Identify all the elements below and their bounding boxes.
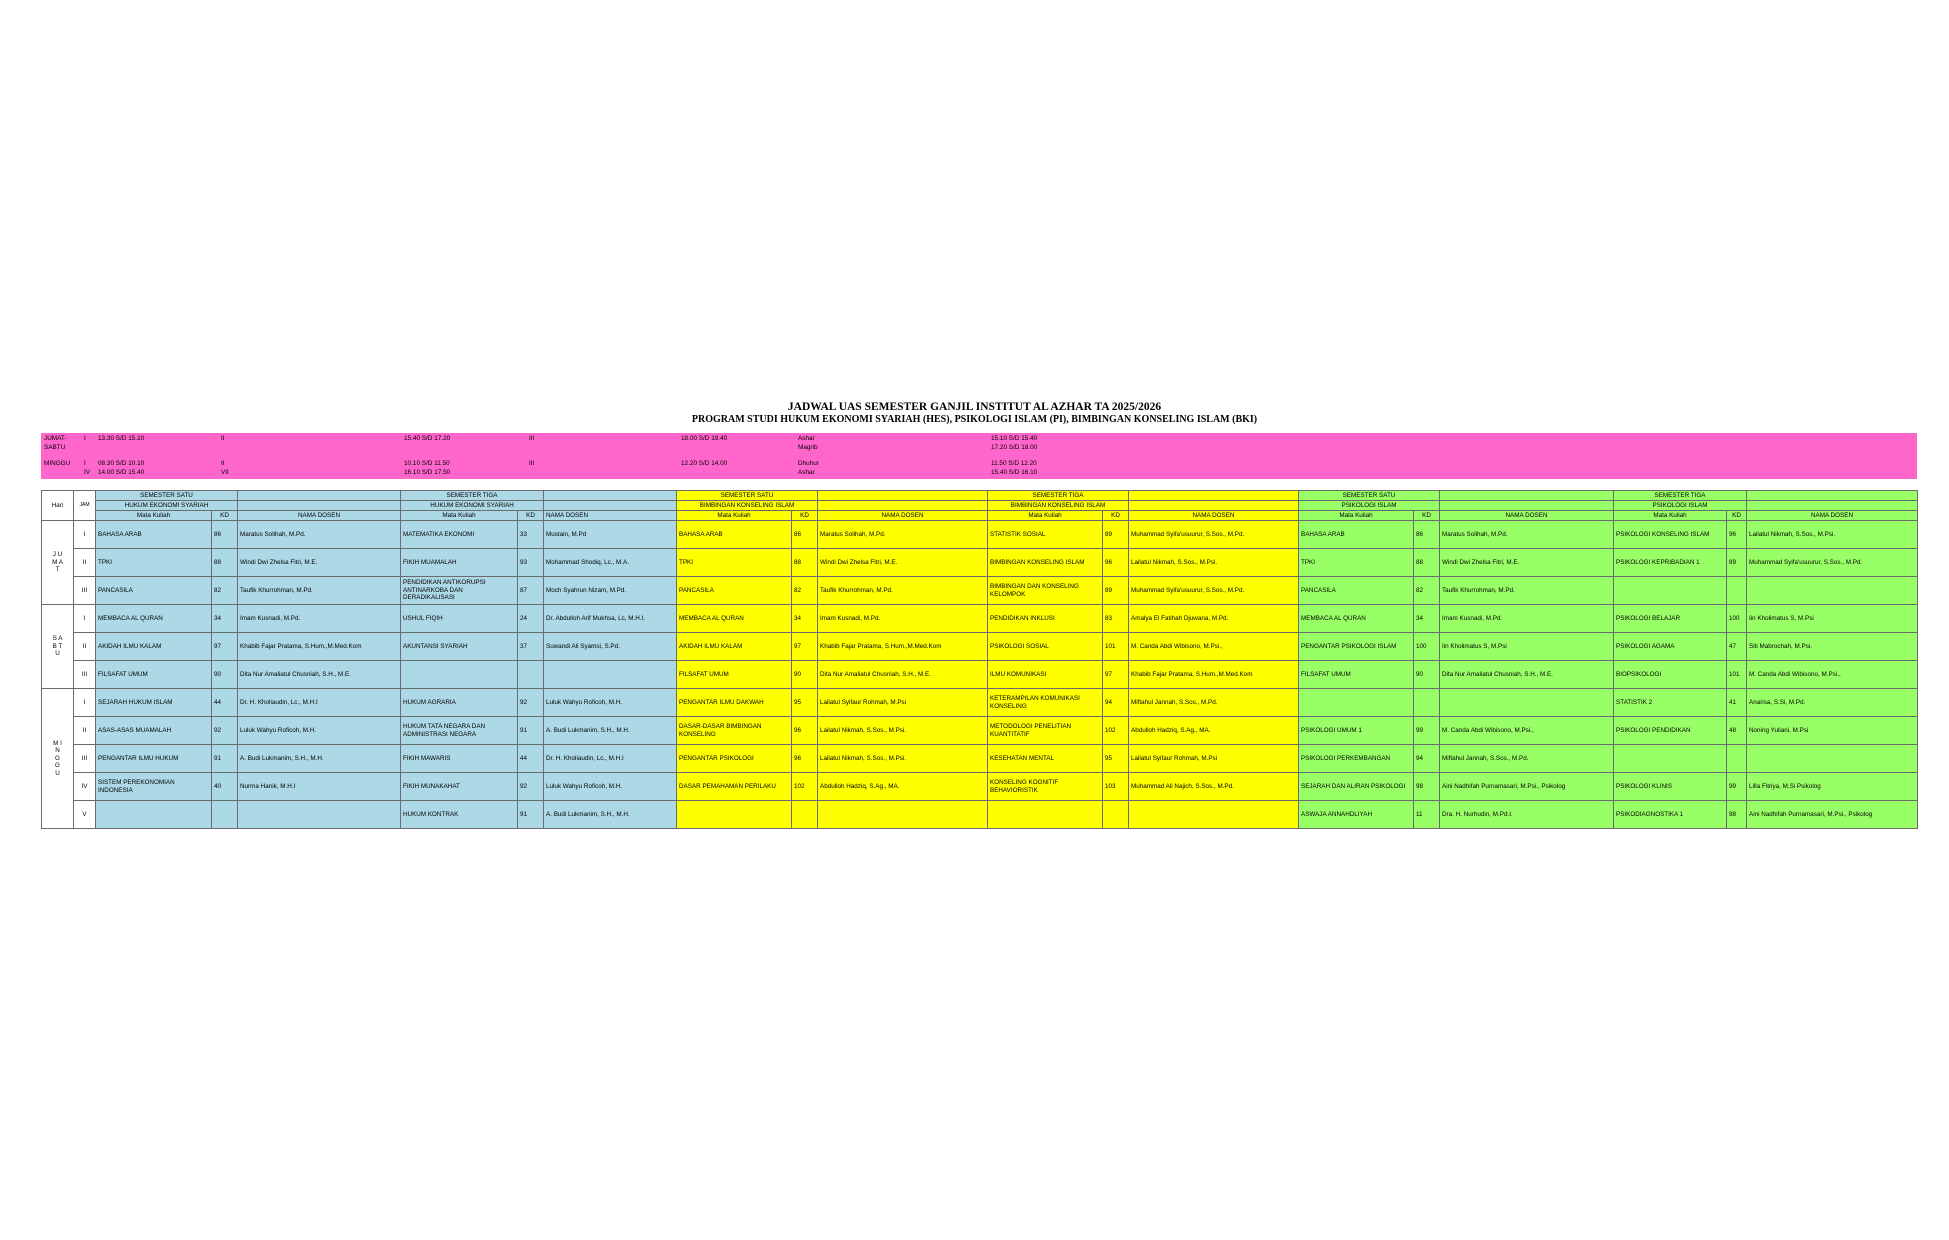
header-kd: KD xyxy=(518,511,544,521)
bki-sem1-kd: 96 xyxy=(792,717,818,745)
pi-sem3-kd: 98 xyxy=(1727,801,1747,829)
hes-sem1-kd: 92 xyxy=(212,717,238,745)
bki-sem1-lecturer: Khabib Fajar Pratama, S.Hum.,M.Med.Kom xyxy=(818,633,988,661)
hes-sem1-kd: 86 xyxy=(212,521,238,549)
pi-sem1-lecturer: Iin Kholimatus S, M.Psi xyxy=(1440,633,1614,661)
header-kd: KD xyxy=(1414,511,1440,521)
day-label: J U M A T xyxy=(42,521,74,605)
hes-sem1-course: PANCASILA xyxy=(96,577,212,605)
pi-sem3-lecturer xyxy=(1747,745,1918,773)
bki-sem3-kd: 94 xyxy=(1103,689,1129,717)
time-range: 08.30 S/D 10.10 xyxy=(98,460,145,467)
header-semester-tiga-bki: SEMESTER TIGA xyxy=(988,491,1129,501)
session-number: I xyxy=(74,689,96,717)
bki-sem1-lecturer: Maratus Solihah, M.Pd. xyxy=(818,521,988,549)
hes-sem3-lecturer: Moch Syahrun Nizam, M.Pd. xyxy=(544,577,677,605)
bki-sem3-kd: 97 xyxy=(1103,661,1129,689)
pi-sem1-lecturer: Miftahul Jannah, S.Sos., M.Pd. xyxy=(1440,745,1614,773)
hes-sem1-course: SEJARAH HUKUM ISLAM xyxy=(96,689,212,717)
bki-sem1-lecturer: Imam Kusnadi, M.Pd. xyxy=(818,605,988,633)
bki-sem1-kd: 34 xyxy=(792,605,818,633)
hes-sem1-lecturer: Nurma Hanik, M.H.I xyxy=(238,773,401,801)
header-nama-dosen: NAMA DOSEN xyxy=(1129,511,1299,521)
bki-sem3-kd: 83 xyxy=(1103,605,1129,633)
header-semester-tiga-pi: SEMESTER TIGA xyxy=(1614,491,1747,501)
pi-sem1-course: PENGANTAR PSIKOLOGI ISLAM xyxy=(1299,633,1414,661)
bki-sem1-kd xyxy=(792,801,818,829)
hes-sem3-course: AKUNTANSI SYARIAH xyxy=(401,633,518,661)
table-row xyxy=(42,773,1918,801)
time-range: 10.10 S/D 11.50 xyxy=(404,460,450,467)
hes-sem1-lecturer: Khabib Fajar Pratama, S.Hum.,M.Med.Kom xyxy=(238,633,401,661)
hes-sem3-course: HUKUM AGRARIA xyxy=(401,689,518,717)
time-session: I xyxy=(84,435,86,442)
pi-sem1-kd xyxy=(1414,689,1440,717)
hes-sem1-course: PENGANTAR ILMU HUKUM xyxy=(96,745,212,773)
session-number: II xyxy=(74,717,96,745)
hes-sem3-kd: 92 xyxy=(518,689,544,717)
hes-sem3-kd: 24 xyxy=(518,605,544,633)
bki-sem3-course: KESEHATAN MENTAL xyxy=(988,745,1103,773)
hes-sem1-kd: 34 xyxy=(212,605,238,633)
table-row xyxy=(42,605,1918,633)
session-number: II xyxy=(74,549,96,577)
pi-sem1-course: BAHASA ARAB xyxy=(1299,521,1414,549)
bki-sem1-lecturer: Windi Dwi Zhelsa Fitri, M.E. xyxy=(818,549,988,577)
bki-sem3-course: BIMBINGAN KONSELING ISLAM xyxy=(988,549,1103,577)
pi-sem3-course: BIOPSIKOLOGI xyxy=(1614,661,1727,689)
pi-sem1-lecturer: Imam Kusnadi, M.Pd. xyxy=(1440,605,1614,633)
header-nama-dosen: NAMA DOSEN xyxy=(238,511,401,521)
time-break: Magrib xyxy=(798,444,818,451)
header-semester-satu-pi: SEMESTER SATU xyxy=(1299,491,1440,501)
time-session: II xyxy=(221,460,225,467)
pi-sem1-kd: 98 xyxy=(1414,773,1440,801)
bki-sem1-course: DASAR PEMAHAMAN PERILAKU xyxy=(677,773,792,801)
table-row xyxy=(42,801,1918,829)
hes-sem3-course: PENDIDIKAN ANTIKORUPSI ANTINARKOBA DAN DERADIKALISASI xyxy=(401,577,518,605)
hes-sem3-course xyxy=(401,661,518,689)
header-nama-dosen: NAMA DOSEN xyxy=(544,511,677,521)
bki-sem3-course: KETERAMPILAN KOMUNIKASI KONSELING xyxy=(988,689,1103,717)
bki-sem3-kd: 95 xyxy=(1103,745,1129,773)
time-session: III xyxy=(529,435,535,442)
bki-sem1-course: AKIDAH ILMU KALAM xyxy=(677,633,792,661)
time-range: 16.10 S/D 17.50 xyxy=(404,469,451,476)
pi-sem1-lecturer: Aini Nadhifah Purnamasari, M.Psi., Psikolog xyxy=(1440,773,1614,801)
bki-sem3-lecturer: Khabib Fajar Pratama, S.Hum.,M.Med.Kom xyxy=(1129,661,1299,689)
pi-sem1-course: SEJARAH DAN ALIRAN PSIKOLOGI xyxy=(1299,773,1414,801)
bki-sem3-course: ILMU KOMUNIKASI xyxy=(988,661,1103,689)
pi-sem3-course xyxy=(1614,745,1727,773)
bki-sem1-kd: 96 xyxy=(792,745,818,773)
pi-sem1-kd: 82 xyxy=(1414,577,1440,605)
hes-sem1-lecturer: Imam Kusnadi, M.Pd. xyxy=(238,605,401,633)
pi-sem1-course: PANCASILA xyxy=(1299,577,1414,605)
time-range: 11.50 S/D 12.20 xyxy=(991,460,1037,467)
day-label: S A B T U xyxy=(42,605,74,689)
header-kd: KD xyxy=(792,511,818,521)
bki-sem3-kd: 101 xyxy=(1103,633,1129,661)
header-mata-kuliah: Mata Kuliah xyxy=(1299,511,1414,521)
session-number: III xyxy=(74,577,96,605)
session-number: I xyxy=(74,521,96,549)
pi-sem3-kd: 99 xyxy=(1727,773,1747,801)
pi-sem3-lecturer: Aini Nadhifah Purnamasari, M.Psi., Psikolog xyxy=(1747,801,1918,829)
bki-sem3-course xyxy=(988,801,1103,829)
time-range: 18.00 S/D 19.40 xyxy=(681,435,728,442)
pi-sem3-lecturer: Anarisa, S.Si, M.Pd. xyxy=(1747,689,1918,717)
header-mata-kuliah: Mata Kuliah xyxy=(96,511,212,521)
session-number: IV xyxy=(74,773,96,801)
pi-sem1-lecturer xyxy=(1440,689,1614,717)
time-session: II xyxy=(221,435,225,442)
header-nama-dosen: NAMA DOSEN xyxy=(1440,511,1614,521)
session-number: III xyxy=(74,745,96,773)
hes-sem1-kd: 97 xyxy=(212,633,238,661)
bki-sem1-course: DASAR-DASAR BIMBINGAN KONSELING xyxy=(677,717,792,745)
bki-sem3-lecturer: Abdulloh Hadziq, S.Ag., MA. xyxy=(1129,717,1299,745)
hes-sem1-kd: 82 xyxy=(212,577,238,605)
header-hari: Hari xyxy=(42,491,74,521)
bki-sem3-course: STATISTIK SOSIAL xyxy=(988,521,1103,549)
hes-sem3-lecturer: Dr. H. Kholiaudin, Lc., M.H.I xyxy=(544,745,677,773)
pi-sem1-course: TPKI xyxy=(1299,549,1414,577)
table-row xyxy=(42,521,1918,549)
time-day: JUMAT- xyxy=(44,435,67,442)
session-number: V xyxy=(74,801,96,829)
header-nama-dosen: NAMA DOSEN xyxy=(1747,511,1918,521)
pi-sem1-kd: 11 xyxy=(1414,801,1440,829)
time-range: 17.20 S/D 18.00 xyxy=(991,444,1038,451)
bki-sem1-kd: 90 xyxy=(792,661,818,689)
bki-sem1-kd: 88 xyxy=(792,549,818,577)
hes-sem1-lecturer: Dita Nur Amaliatul Chusniah, S.H., M.E. xyxy=(238,661,401,689)
pi-sem3-course xyxy=(1614,577,1727,605)
bki-sem1-kd: 82 xyxy=(792,577,818,605)
document-titles xyxy=(0,401,1949,426)
hes-sem3-kd: 91 xyxy=(518,801,544,829)
hes-sem3-lecturer: Luluk Wahyu Roficoh, M.H. xyxy=(544,689,677,717)
pi-sem1-course: PSIKOLOGI UMUM 1 xyxy=(1299,717,1414,745)
hes-sem3-course: HUKUM KONTRAK xyxy=(401,801,518,829)
session-number: I xyxy=(74,605,96,633)
bki-sem3-course: BIMBINGAN DAN KONSELING KELOMPOK xyxy=(988,577,1103,605)
bki-sem1-lecturer: Dita Nur Amaliatul Chusniah, S.H., M.E. xyxy=(818,661,988,689)
bki-sem3-kd: 103 xyxy=(1103,773,1129,801)
time-schedule-box xyxy=(41,433,1917,479)
hes-sem1-lecturer: Maratus Solihah, M.Pd. xyxy=(238,521,401,549)
header-mata-kuliah: Mata Kuliah xyxy=(988,511,1103,521)
time-session: III xyxy=(529,460,535,467)
table-row xyxy=(42,689,1918,717)
bki-sem3-lecturer xyxy=(1129,801,1299,829)
header-prodi-pi: PSIKOLOGI ISLAM xyxy=(1614,501,1747,511)
bki-sem3-kd: 102 xyxy=(1103,717,1129,745)
pi-sem3-course: PSIKOLOGI BELAJAR xyxy=(1614,605,1727,633)
pi-sem1-lecturer: Dita Nur Amaliatul Chusniah, S.H., M.E. xyxy=(1440,661,1614,689)
pi-sem1-kd: 99 xyxy=(1414,717,1440,745)
pi-sem3-lecturer: M. Canda Abdi Wibisono, M.Psi., xyxy=(1747,661,1918,689)
pi-sem3-course: STATISTIK 2 xyxy=(1614,689,1727,717)
hes-sem3-course: USHUL FIQIH xyxy=(401,605,518,633)
table-row xyxy=(42,577,1918,605)
pi-sem1-lecturer: Windi Dwi Zhelsa Fitri, M.E. xyxy=(1440,549,1614,577)
time-day: SABTU xyxy=(44,444,66,451)
exam-schedule-table xyxy=(41,490,1918,829)
pi-sem3-kd: 101 xyxy=(1727,661,1747,689)
header-prodi-bki: BIMBINGAN KONSELING ISLAM xyxy=(677,501,818,511)
hes-sem3-lecturer xyxy=(544,661,677,689)
header-kd: KD xyxy=(212,511,238,521)
header-semester-satu-hes: SEMESTER SATU xyxy=(96,491,238,501)
table-row xyxy=(42,633,1918,661)
pi-sem3-kd xyxy=(1727,745,1747,773)
pi-sem1-kd: 90 xyxy=(1414,661,1440,689)
hes-sem3-kd: 87 xyxy=(518,577,544,605)
hes-sem3-kd: 93 xyxy=(518,549,544,577)
pi-sem3-kd xyxy=(1727,577,1747,605)
hes-sem3-lecturer: Mohammad Shodiq, Lc., M.A. xyxy=(544,549,677,577)
hes-sem1-course: SISTEM PEREKONOMIAN INDONESIA xyxy=(96,773,212,801)
hes-sem3-lecturer: Luluk Wahyu Roficoh, M.H. xyxy=(544,773,677,801)
bki-sem1-course: PENGANTAR ILMU DAKWAH xyxy=(677,689,792,717)
hes-sem3-course: FIKIH MUAMALAH xyxy=(401,549,518,577)
hes-sem3-kd: 91 xyxy=(518,717,544,745)
hes-sem1-lecturer: Dr. H. Kholiaudin, Lc., M.H.I xyxy=(238,689,401,717)
time-break: Ashar xyxy=(798,435,815,442)
bki-sem1-kd: 86 xyxy=(792,521,818,549)
bki-sem3-lecturer: Amalya El Fatihah Djuwana, M.Pd. xyxy=(1129,605,1299,633)
hes-sem3-course: MATEMATIKA EKONOMI xyxy=(401,521,518,549)
pi-sem1-kd: 86 xyxy=(1414,521,1440,549)
pi-sem3-kd: 100 xyxy=(1727,605,1747,633)
bki-sem3-kd: 96 xyxy=(1103,549,1129,577)
bki-sem1-lecturer xyxy=(818,801,988,829)
hes-sem1-course: BAHASA ARAB xyxy=(96,521,212,549)
hes-sem1-kd: 40 xyxy=(212,773,238,801)
header-mata-kuliah: Mata Kuliah xyxy=(1614,511,1727,521)
pi-sem1-lecturer: Taufik Khurrohman, M.Pd. xyxy=(1440,577,1614,605)
time-session: I xyxy=(84,460,86,467)
hes-sem3-lecturer: Dr. Abdulloh Arif Mukhsa, Lc, M.H.I. xyxy=(544,605,677,633)
bki-sem3-lecturer: Muhammad Syifa'usuurur, S.Sos., M.Pd. xyxy=(1129,521,1299,549)
hes-sem1-kd: 44 xyxy=(212,689,238,717)
bki-sem1-lecturer: Lailatul Nikmah, S.Sos., M.Psi. xyxy=(818,717,988,745)
bki-sem1-course: MEMBACA AL QURAN xyxy=(677,605,792,633)
pi-sem1-lecturer: Dra. H. Nurhudin, M.Pd.I. xyxy=(1440,801,1614,829)
bki-sem3-lecturer: Muhammad Syifa'usuurur, S.Sos., M.Pd. xyxy=(1129,577,1299,605)
hes-sem3-course: FIKIH MUNAKAHAT xyxy=(401,773,518,801)
bki-sem3-course: KONSELING KOGNITIF BEHAVIORISTIK xyxy=(988,773,1103,801)
hes-sem1-lecturer: Windi Dwi Zhelsa Fitri, M.E. xyxy=(238,549,401,577)
bki-sem1-lecturer: Lailatul Syifaur Rohmah, M.Psi xyxy=(818,689,988,717)
pi-sem3-kd: 89 xyxy=(1727,549,1747,577)
header-mata-kuliah: Mata Kuliah xyxy=(401,511,518,521)
hes-sem1-lecturer: Luluk Wahyu Roficoh, M.H. xyxy=(238,717,401,745)
time-range: 15.10 S/D 15.40 xyxy=(991,435,1038,442)
pi-sem1-course: ASWAJA ANNAHDLIYAH xyxy=(1299,801,1414,829)
header-kd: KD xyxy=(1103,511,1129,521)
hes-sem3-lecturer: Suwandi Ali Syamsi, S.Pd. xyxy=(544,633,677,661)
time-break: Ashar xyxy=(798,469,815,476)
header-jam: JAM xyxy=(74,491,96,521)
pi-sem3-kd: 47 xyxy=(1727,633,1747,661)
bki-sem1-lecturer: Abdulloh Hadziq, S.Ag., MA. xyxy=(818,773,988,801)
bki-sem3-kd: 89 xyxy=(1103,577,1129,605)
time-range: 15.40 S/D 17.20 xyxy=(404,435,451,442)
bki-sem1-course: PANCASILA xyxy=(677,577,792,605)
pi-sem3-kd: 48 xyxy=(1727,717,1747,745)
pi-sem1-course xyxy=(1299,689,1414,717)
pi-sem1-kd: 88 xyxy=(1414,549,1440,577)
hes-sem3-lecturer: Mustain, M.Pd xyxy=(544,521,677,549)
hes-sem1-course: TPKI xyxy=(96,549,212,577)
bki-sem1-course: FILSAFAT UMUM xyxy=(677,661,792,689)
bki-sem1-course: TPKI xyxy=(677,549,792,577)
table-row xyxy=(42,661,1918,689)
hes-sem1-course: AKIDAH ILMU KALAM xyxy=(96,633,212,661)
header-prodi-hes: HUKUM EKONOMI SYARIAH xyxy=(401,501,544,511)
bki-sem1-lecturer: Taufik Khurrohman, M.Pd. xyxy=(818,577,988,605)
table-row xyxy=(42,745,1918,773)
time-range: 13.30 S/D 15.10 xyxy=(98,435,145,442)
header-prodi-hes: HUKUM EKONOMI SYARIAH xyxy=(96,501,238,511)
pi-sem1-kd: 100 xyxy=(1414,633,1440,661)
hes-sem1-course: ASAS-ASAS MUAMALAH xyxy=(96,717,212,745)
bki-sem1-kd: 102 xyxy=(792,773,818,801)
time-session: VII xyxy=(221,469,229,476)
bki-sem3-lecturer: Miftahul Jannah, S.Sos., M.Pd. xyxy=(1129,689,1299,717)
header-mata-kuliah: Mata Kuliah xyxy=(677,511,792,521)
bki-sem1-course: PENGANTAR PSIKOLOGI xyxy=(677,745,792,773)
hes-sem1-kd: 90 xyxy=(212,661,238,689)
pi-sem3-course: PSIKOLOGI KEPRIBADIAN 1 xyxy=(1614,549,1727,577)
pi-sem3-course: PSIKOLOGI KLINIS xyxy=(1614,773,1727,801)
bki-sem3-course: METODOLOGI PENELITIAN KUANTITATIF xyxy=(988,717,1103,745)
pi-sem3-lecturer xyxy=(1747,577,1918,605)
time-range: 15.40 S/D 16.10 xyxy=(991,469,1038,476)
hes-sem3-kd: 33 xyxy=(518,521,544,549)
pi-sem3-lecturer: Siti Mabrochah, M.Psi. xyxy=(1747,633,1918,661)
hes-sem3-kd: 44 xyxy=(518,745,544,773)
hes-sem3-kd: 92 xyxy=(518,773,544,801)
hes-sem1-lecturer xyxy=(238,801,401,829)
hes-sem1-course: FILSAFAT UMUM xyxy=(96,661,212,689)
pi-sem3-course: PSIKODIAGNOSTIKA 1 xyxy=(1614,801,1727,829)
pi-sem3-lecturer: Muhammad Syifa'usuurur, S.Sos., M.Pd. xyxy=(1747,549,1918,577)
hes-sem3-kd xyxy=(518,661,544,689)
bki-sem1-lecturer: Lailatul Nikmah, S.Sos., M.Psi. xyxy=(818,745,988,773)
pi-sem3-course: PSIKOLOGI PENDIDIKAN xyxy=(1614,717,1727,745)
pi-sem1-course: PSIKOLOGI PERKEMBANGAN xyxy=(1299,745,1414,773)
pi-sem3-lecturer: Noning Yuliani, M.Psi xyxy=(1747,717,1918,745)
main-title: JADWAL UAS SEMESTER GANJIL INSTITUT AL AZHAR TA 2025/2026 xyxy=(787,401,1162,413)
pi-sem3-lecturer: Lilla Fitriya, M.Si Psikolog xyxy=(1747,773,1918,801)
pi-sem1-lecturer: M. Canda Abdi Wibisono, M.Psi., xyxy=(1440,717,1614,745)
bki-sem3-lecturer: M. Canda Abdi Wibisono, M.Psi., xyxy=(1129,633,1299,661)
session-number: III xyxy=(74,661,96,689)
hes-sem1-kd xyxy=(212,801,238,829)
time-session: IV xyxy=(84,469,91,476)
bki-sem3-lecturer: Lailatul Nikmah, S.Sos., M.Psi. xyxy=(1129,549,1299,577)
hes-sem1-kd: 91 xyxy=(212,745,238,773)
pi-sem3-course: PSIKOLOGI AGAMA xyxy=(1614,633,1727,661)
session-number: II xyxy=(74,633,96,661)
time-break: Dhuhur xyxy=(798,460,819,467)
time-day: MINGGU xyxy=(44,460,71,467)
bki-sem3-course: PSIKOLOGI SOSIAL xyxy=(988,633,1103,661)
pi-sem1-course: FILSAFAT UMUM xyxy=(1299,661,1414,689)
day-label: M I N G G U xyxy=(42,689,74,829)
table-row xyxy=(42,549,1918,577)
pi-sem3-lecturer: Iin Kholimatus S, M.Psi xyxy=(1747,605,1918,633)
header-prodi-pi: PSIKOLOGI ISLAM xyxy=(1299,501,1440,511)
hes-sem3-course: HUKUM TATA NEGARA DAN ADMINISTRASI NEGARA xyxy=(401,717,518,745)
hes-sem3-kd: 37 xyxy=(518,633,544,661)
pi-sem3-course: PSIKOLOGI KONSELING ISLAM xyxy=(1614,521,1727,549)
hes-sem1-course xyxy=(96,801,212,829)
hes-sem3-lecturer: A. Budi Lukmanim, S.H., M.H. xyxy=(544,801,677,829)
header-nama-dosen: NAMA DOSEN xyxy=(818,511,988,521)
bki-sem3-course: PENDIDIKAN INKLUSI xyxy=(988,605,1103,633)
pi-sem3-kd: 96 xyxy=(1727,521,1747,549)
bki-sem3-lecturer: Muhammad Ali Najich, S.Sos., M.Pd. xyxy=(1129,773,1299,801)
bki-sem3-kd: 89 xyxy=(1103,521,1129,549)
header-semester-satu-bki: SEMESTER SATU xyxy=(677,491,818,501)
header-kd: KD xyxy=(1727,511,1747,521)
hes-sem1-lecturer: Taufik Khurrohman, M.Pd. xyxy=(238,577,401,605)
pi-sem1-kd: 34 xyxy=(1414,605,1440,633)
time-range: 12.20 S/D 14.00 xyxy=(681,460,728,467)
pi-sem1-lecturer: Maratus Solihah, M.Pd. xyxy=(1440,521,1614,549)
bki-sem1-kd: 97 xyxy=(792,633,818,661)
pi-sem1-kd: 94 xyxy=(1414,745,1440,773)
hes-sem1-lecturer: A. Budi Lukmanim, S.H., M.H. xyxy=(238,745,401,773)
pi-sem1-course: MEMBACA AL QURAN xyxy=(1299,605,1414,633)
bki-sem1-course: BAHASA ARAB xyxy=(677,521,792,549)
pi-sem3-kd: 41 xyxy=(1727,689,1747,717)
hes-sem1-course: MEMBACA AL QURAN xyxy=(96,605,212,633)
time-range: 14.00 S/D 15.40 xyxy=(98,469,145,476)
bki-sem3-kd xyxy=(1103,801,1129,829)
hes-sem3-lecturer: A. Budi Lukmanim, S.H., M.H. xyxy=(544,717,677,745)
sub-title: PROGRAM STUDI HUKUM EKONOMI SYARIAH (HES), PSIKOLOGI ISLAM (PI), BIMBINGAN KONSELING ISLAM (BKI) xyxy=(691,414,1258,425)
bki-sem1-kd: 95 xyxy=(792,689,818,717)
header-prodi-bki: BIMBINGAN KONSELING ISLAM xyxy=(988,501,1129,511)
pi-sem3-lecturer: Lailatul Nikmah, S.Sos., M.Psi. xyxy=(1747,521,1918,549)
table-row xyxy=(42,717,1918,745)
bki-sem1-course xyxy=(677,801,792,829)
hes-sem3-course: FIKIH MAWARIS xyxy=(401,745,518,773)
header-semester-tiga-hes: SEMESTER TIGA xyxy=(401,491,544,501)
bki-sem3-lecturer: Lailatul Syifaur Rohmah, M.Psi xyxy=(1129,745,1299,773)
hes-sem1-kd: 88 xyxy=(212,549,238,577)
